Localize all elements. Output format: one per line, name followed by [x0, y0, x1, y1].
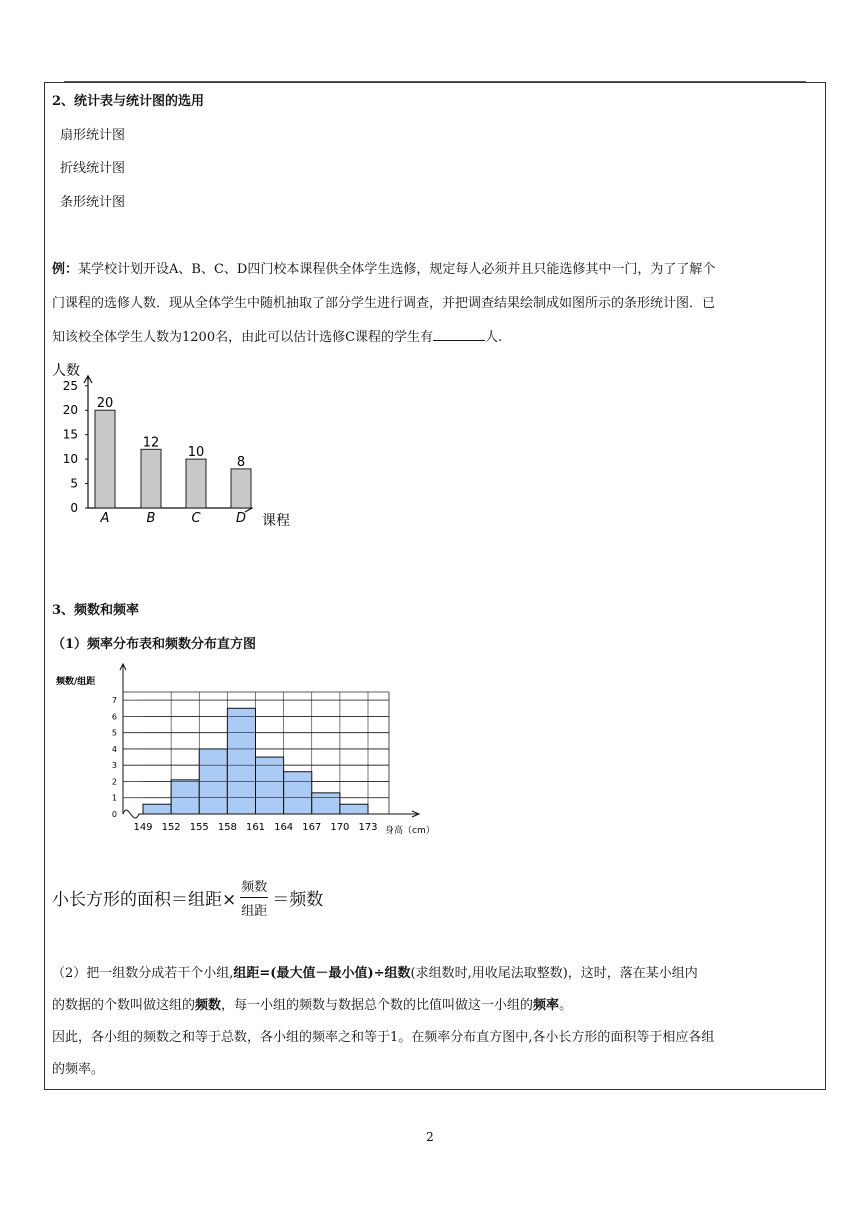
x-axis-label: 身高（cm）	[385, 826, 435, 836]
histogram-bar-158-161	[227, 708, 255, 814]
area-formula	[52, 872, 323, 922]
para2-line2-middle: ，每一小组的频数与数据总个数的比值叫做这一小组的	[221, 998, 534, 1013]
y-tick-label: 6	[111, 712, 117, 722]
para2-bold1: 组距=(最大值－最小值)÷组数	[233, 966, 411, 981]
list-item-bar-chart: 条形统计图	[60, 195, 126, 210]
x-tick-label: 170	[330, 822, 350, 833]
y-axis-label: 频数/组距	[56, 677, 96, 687]
content-frame	[44, 82, 826, 1090]
y-tick-label: 4	[111, 744, 117, 754]
x-tick-label-B: B	[146, 511, 156, 526]
histogram-bar-152-155	[171, 780, 199, 814]
para2-bold2: 频数	[195, 998, 222, 1013]
x-tick-label: 164	[274, 822, 294, 833]
frequency-paragraph	[52, 958, 820, 1086]
course-bar-chart	[50, 362, 310, 534]
para2-line4: 的频率。	[52, 1062, 105, 1077]
y-tick-label: 0	[70, 501, 78, 515]
para2-prefix: （2）把一组数分成若干个小组,	[52, 966, 234, 981]
x-tick-label-C: C	[191, 511, 201, 526]
y-tick-label: 15	[62, 427, 78, 442]
formula-denominator: 组距	[241, 903, 268, 919]
data-label-C: 10	[187, 445, 205, 461]
y-tick-label: 3	[111, 761, 117, 771]
x-tick-label: 173	[358, 822, 378, 833]
histogram-bar-149-152	[143, 804, 171, 814]
bar-B	[141, 449, 161, 508]
bar-C	[186, 459, 206, 508]
para2-line2-end: 。	[559, 998, 573, 1013]
height-histogram	[50, 662, 450, 840]
section3-heading: 3、频数和频率	[52, 603, 140, 618]
x-tick-label: 152	[161, 822, 181, 833]
answer-blank[interactable]	[433, 327, 485, 341]
x-tick-label-D: D	[235, 511, 247, 526]
x-tick-label: 155	[189, 822, 209, 833]
y-tick-label: 2	[111, 777, 117, 787]
y-tick-label: 5	[70, 476, 78, 491]
histogram-bar-161-164	[256, 757, 284, 814]
formula-rhs: ＝频数	[272, 889, 324, 910]
example-line1: 某学校计划开设A、B、C、D四门校本课程供全体学生选修，规定每人必须并且只能选修其中一门，为了了解个	[78, 262, 716, 277]
list-item-pie-chart: 扇形统计图	[60, 128, 126, 143]
list-item-line-chart: 折线统计图	[60, 161, 126, 176]
para2-line3: 因此，各小组的频数之和等于总数，各小组的频率之和等于1。在频率分布直方图中,各小长方形的面积等于相应各组	[52, 1030, 715, 1045]
x-tick-label: 158	[217, 822, 237, 833]
data-label-D: 8	[236, 454, 246, 470]
page-number: 2	[426, 1130, 434, 1144]
example-line3-after: 人.	[485, 330, 503, 345]
formula-fraction	[240, 876, 268, 919]
example-paragraph	[52, 253, 820, 355]
para2-line2-prefix: 的数据的个数叫做这组的	[52, 998, 196, 1013]
bar-D	[231, 469, 251, 508]
histogram-bar-170-173	[340, 804, 368, 814]
y-axis-label: 人数	[52, 363, 80, 379]
x-tick-label: 167	[302, 822, 322, 833]
x-tick-label-A: A	[100, 511, 110, 526]
bar-A	[95, 410, 115, 508]
data-label-B: 12	[142, 435, 160, 451]
histogram-bar-164-167	[284, 772, 312, 814]
formula-numerator: 频数	[240, 876, 268, 898]
histogram-bar-167-170	[312, 793, 340, 814]
y-tick-label: 10	[62, 452, 78, 467]
example-line3-before: 知该校全体学生人数为1200名，由此可以估计选修C课程的学生有	[52, 330, 434, 345]
x-tick-label: 149	[133, 822, 153, 833]
x-axis-label: 课程	[262, 513, 290, 529]
data-label-A: 20	[96, 396, 114, 412]
example-label: 例：	[52, 262, 79, 277]
section2-heading: 2、统计表与统计图的选用	[52, 94, 205, 109]
y-tick-label: 25	[62, 378, 78, 393]
y-tick-label: 20	[62, 403, 78, 418]
para2-bold3: 频率	[533, 998, 560, 1013]
y-tick-label: 1	[111, 793, 117, 803]
y-tick-label: 5	[111, 728, 117, 738]
y-tick-label: 7	[111, 696, 117, 706]
formula-lhs: 小长方形的面积＝组距×	[52, 889, 237, 910]
example-line2: 门课程的选修人数．现从全体学生中随机抽取了部分学生进行调查，并把调查结果绘制成如图所示的条形统计图．已	[52, 296, 716, 311]
x-tick-label: 161	[245, 822, 266, 833]
para2-middle: (求组数时,用收尾法取整数)，这时，落在某小组内	[410, 966, 698, 981]
y-tick-label: 0	[111, 810, 117, 819]
section3-sub1: （1）频率分布表和频数分布直方图	[52, 637, 257, 652]
